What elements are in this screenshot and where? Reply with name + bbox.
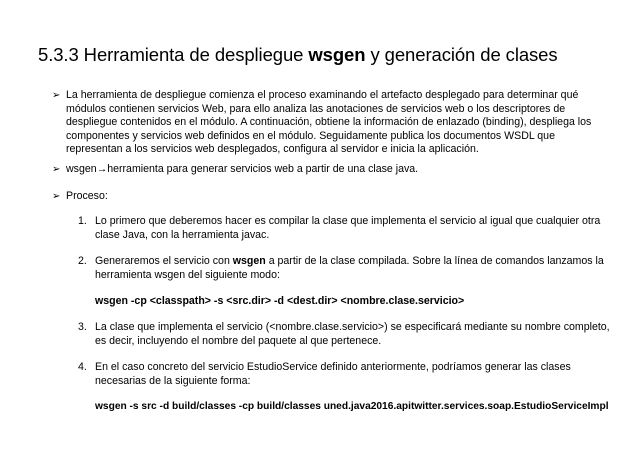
step-line: La clase que implementa el servicio (<nombre.clase.servicio>) se especificará mediante su nombre completo,: [95, 321, 610, 333]
bullet-line: componentes y servicios web definidos en el módulo. Seguidamente publica los documentos WSDL que: [66, 129, 555, 142]
step-line: clase Java, con la herramienta javac.: [95, 228, 270, 241]
step-line: [95, 255, 611, 269]
step-item-1: [78, 215, 611, 242]
step-number: 1.: [78, 215, 87, 227]
bullet-item-proceso: [52, 190, 611, 204]
bullet-line: wsgen→herramienta para generar servicios web a partir de una clase java.: [66, 163, 419, 175]
command-example-1: wsgen -cp <classpath> -s <src.dir> -d <dest.dir> <nombre.clase.servicio>: [95, 295, 465, 307]
title-prefix: 5.3.3 Herramienta de despliegue: [38, 44, 309, 65]
arrow-bullet-icon: ➢: [52, 90, 61, 101]
bullet-line: despliegue contenidos en el módulo. A continuación, obtiene la información de enlazado (binding), despliega los: [66, 116, 592, 129]
bullet-line: Proceso:: [66, 190, 108, 202]
step-number: 2.: [78, 255, 87, 267]
title-bold: wsgen: [308, 44, 366, 65]
bullet-line: La herramienta de despliegue comienza el proceso examinando el artefacto desplegado para determinar qué: [66, 89, 579, 101]
bullet-line: representan a los servicios web desplegados, configura al servidor e inicia la aplicación.: [66, 143, 479, 156]
command-example-2: wsgen -s src -d build/classes -cp build/classes uned.java2016.apitwitter.services.soap.EstudioServiceImpl: [95, 401, 609, 412]
arrow-bullet-icon: ➢: [52, 164, 61, 175]
arrow-bullet-icon: ➢: [52, 191, 61, 202]
step-item-4: [78, 361, 611, 388]
step-line: En el caso concreto del servicio EstudioService definido anteriormente, podríamos generar las clases: [95, 361, 571, 373]
section-title: [38, 44, 558, 66]
title-suffix: y generación de clases: [365, 44, 558, 65]
bullet-item-wsgen: [52, 163, 611, 177]
bullet-item-description: [52, 89, 611, 157]
step-text: Generaremos el servicio con: [95, 255, 233, 267]
step-item-3: [78, 321, 611, 348]
step-item-2: [78, 255, 611, 282]
step-number: 4.: [78, 361, 87, 373]
step-line: Lo primero que deberemos hacer es compilar la clase que implementa el servicio al igual que cualquier otra: [95, 215, 601, 227]
step-number: 3.: [78, 321, 87, 333]
step-bold-text: wsgen: [232, 255, 266, 267]
step-line: herramienta wsgen del siguiente modo:: [95, 268, 280, 281]
step-line: necesarias de la siguiente forma:: [95, 374, 251, 387]
step-text: a partir de la clase compilada. Sobre la línea de comandos lanzamos la: [265, 255, 604, 267]
step-line: es decir, incluyendo el nombre del paquete al que pertenece.: [95, 334, 382, 347]
bullet-line: módulos contienen servicios Web, para ello analiza las anotaciones de servicios web o los descriptores de: [66, 102, 566, 115]
